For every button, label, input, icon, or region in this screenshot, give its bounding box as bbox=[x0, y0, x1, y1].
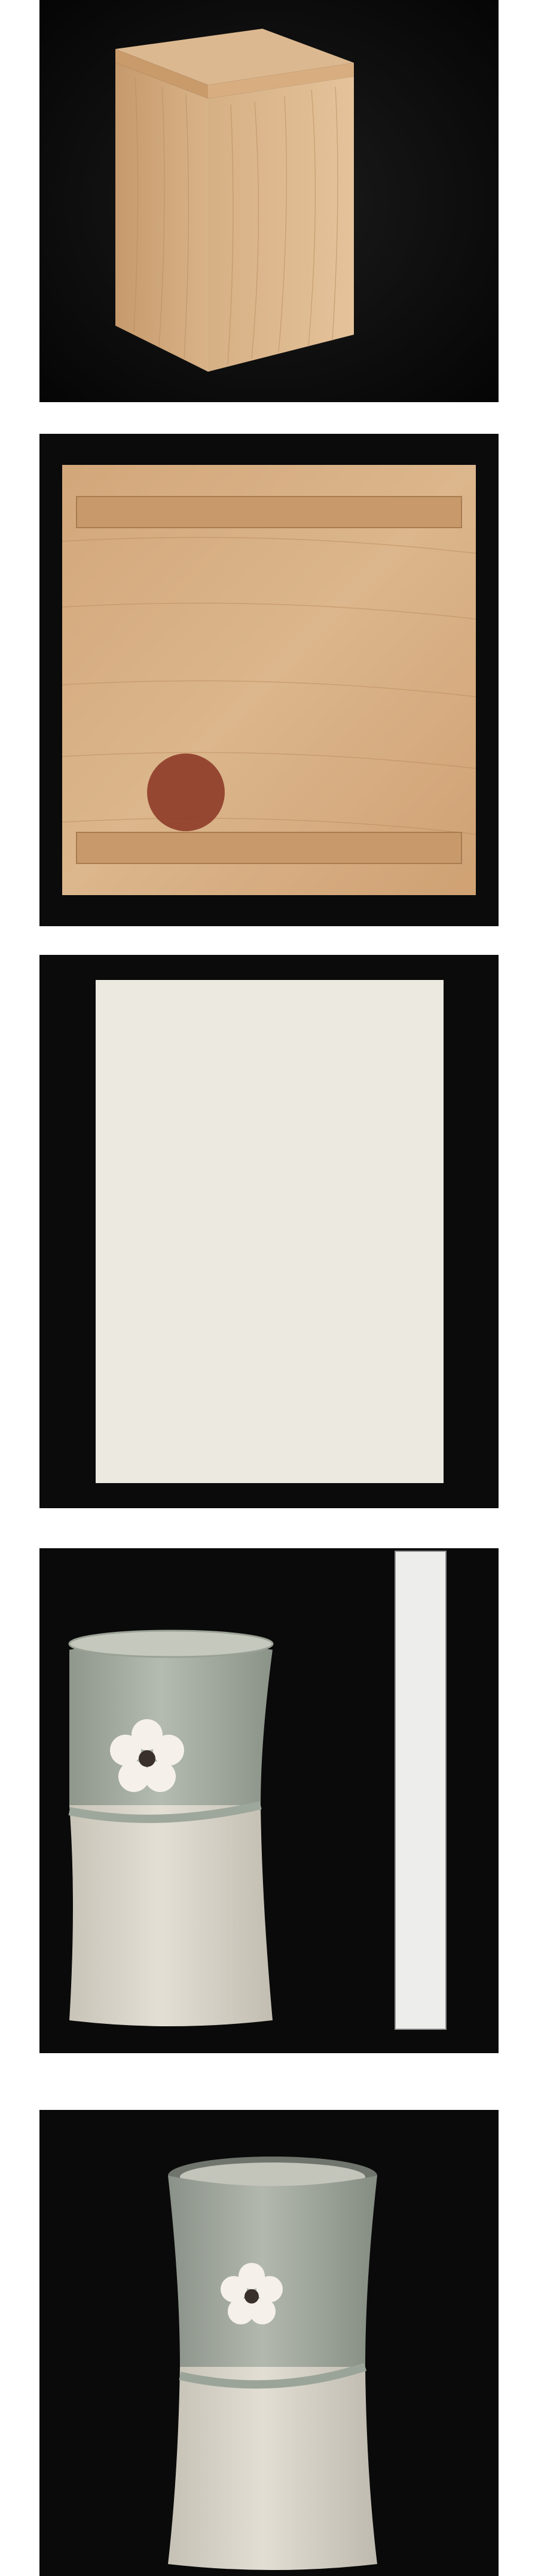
certificate-paper bbox=[96, 980, 444, 1483]
vase-rim bbox=[69, 1631, 273, 1657]
photo-wooden-box bbox=[39, 0, 499, 402]
box-front bbox=[115, 63, 208, 372]
photo-vase-with-ruler bbox=[39, 1548, 499, 2053]
photo-vase-front bbox=[39, 2110, 499, 2576]
vase-body-white bbox=[69, 1805, 273, 2026]
vase-body-gray bbox=[168, 2176, 377, 2367]
photo-box-lid-inscription bbox=[39, 434, 499, 926]
lid-batten-top bbox=[77, 497, 461, 528]
lid-board bbox=[62, 465, 476, 895]
lid-seal bbox=[147, 753, 225, 831]
photo-artist-certificate bbox=[39, 955, 499, 1508]
lid-batten-bottom bbox=[77, 832, 461, 863]
ruler bbox=[395, 1551, 446, 2029]
vase-body-white bbox=[168, 2367, 377, 2570]
